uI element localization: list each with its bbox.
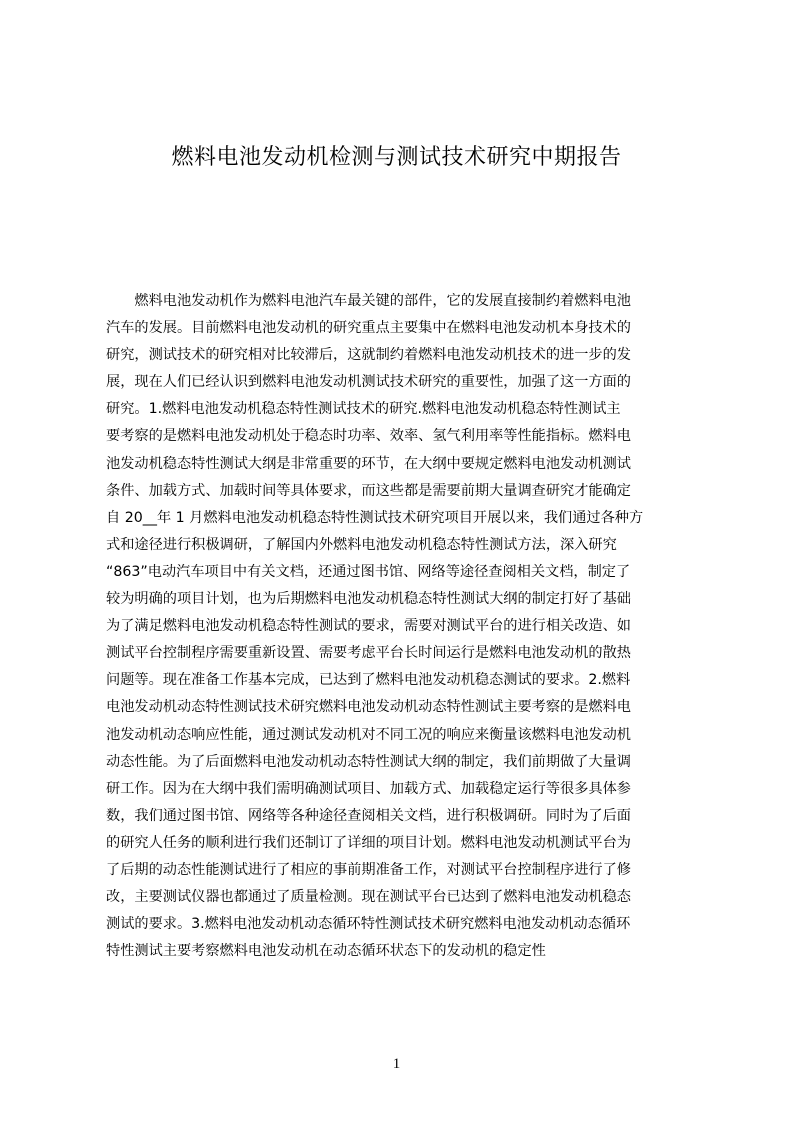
body-text (106, 288, 696, 965)
body-line: 条件、加载方式、加载时间等具体要求，而这些都是需要前期大量调查研究才能确定 (106, 482, 631, 499)
body-line: 池发动机动态响应性能，通过测试发动机对不同工况的响应来衡量该燃料电池发动机 (106, 726, 631, 743)
body-line: 测试的要求。3.燃料电池发动机动态循环特性测试技术研究燃料电池发动机动态循环 (106, 916, 631, 933)
body-line: 要考察的是燃料电池发动机处于稳态时功率、效率、氢气利用率等性能指标。燃料电 (106, 428, 631, 445)
body-line: 电池发动机动态特性测试技术研究燃料电池发动机动态特性测试主要考察的是燃料电 (106, 699, 631, 716)
body-line: 测试平台控制程序需要重新设置、需要考虑平台长时间运行是燃料电池发动机的散热 (106, 645, 631, 662)
body-line: “863”电动汽车项目中有关文档，还通过图书馆、网络等途径查阅相关文档，制定了 (106, 563, 631, 580)
body-line: 为了满足燃料电池发动机稳态特性测试的要求，需要对测试平台的进行相关改造、如 (106, 618, 631, 635)
body-line: 动态性能。为了后面燃料电池发动机动态特性测试大纲的制定，我们前期做了大量调 (106, 753, 631, 770)
body-line: 池发动机稳态特性测试大纲是非常重要的环节，在大纲中要规定燃料电池发动机测试 (106, 455, 631, 472)
body-line: 研工作。因为在大纲中我们需明确测试项目、加载方式、加载稳定运行等很多具体参 (106, 780, 631, 797)
body-line: 研究。1.燃料电池发动机稳态特性测试技术的研究.燃料电池发动机稳态特性测试主 (106, 401, 621, 418)
body-line: 汽车的发展。目前燃料电池发动机的研究重点主要集中在燃料电池发动机本身技术的 (106, 320, 631, 337)
body-line: 燃料电池发动机作为燃料电池汽车最关键的部件，它的发展直接制约着燃料电池 (106, 293, 631, 309)
body-line: 展，现在人们已经认识到燃料电池发动机测试技术研究的重要性，加强了这一方面的 (106, 374, 631, 391)
body-line: 自 20__年 1 月燃料电池发动机稳态特性测试技术研究项目开展以来，我们通过各种方 (106, 509, 644, 526)
body-line: 式和途径进行积极调研，了解国内外燃料电池发动机稳态特性测试方法，深入研究 (106, 536, 617, 553)
page-number: 1 (392, 1056, 401, 1072)
body-line: 问题等。现在准备工作基本完成，已达到了燃料电池发动机稳态测试的要求。2.燃料 (106, 672, 631, 689)
document-title: 燃料电池发动机检测与测试技术研究中期报告 (171, 145, 622, 170)
body-line: 了后期的动态性能测试进行了相应的事前期准备工作，对测试平台控制程序进行了修 (106, 861, 631, 878)
body-line: 改，主要测试仪器也都通过了质量检测。现在测试平台已达到了燃料电池发动机稳态 (106, 889, 631, 906)
body-line: 较为明确的项目计划，也为后期燃料电池发动机稳态特性测试大纲的制定打好了基础 (106, 591, 631, 608)
body-line: 的研究人任务的顺利进行我们还制订了详细的项目计划。燃料电池发动机测试平台为 (106, 834, 631, 851)
body-line: 数，我们通过图书馆、网络等各种途径查阅相关文档，进行积极调研。同时为了后面 (106, 807, 631, 824)
body-line: 研究，测试技术的研究相对比较滞后，这就制约着燃料电池发动机技术的进一步的发 (106, 347, 631, 364)
body-line: 特性测试主要考察燃料电池发动机在动态循环状态下的发动机的稳定性 (106, 943, 546, 960)
